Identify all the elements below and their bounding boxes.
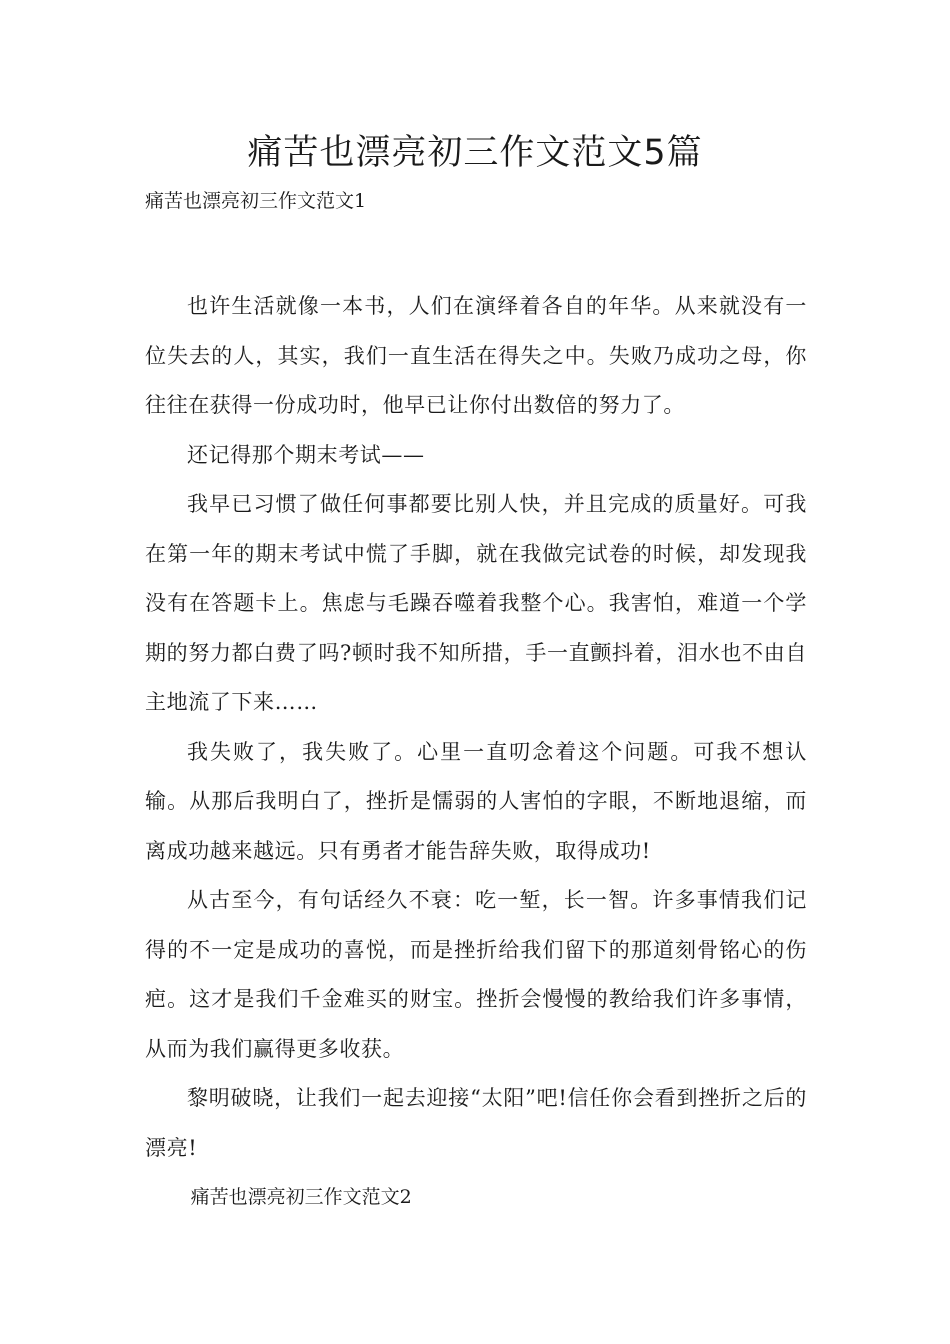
- paragraph-3: 我早已习惯了做任何事都要比别人快，并且完成的质量好。可我在第一年的期末考试中慌了手脚，就在我做完试卷的时候，却发现我没有在答题卡上。焦虑与毛躁吞噬着我整个心。我害怕，难道一个学期的努力都白费了吗?顿时我不知所措，手一直颤抖着，泪水也不由自主地流了下来……: [145, 492, 807, 714]
- paragraph-6: 黎明破晓，让我们一起去迎接“太阳”吧!信任你会看到挫折之后的漂亮!: [145, 1086, 807, 1160]
- document-title: 痛苦也漂亮初三作文范文5篇: [247, 133, 703, 173]
- paragraph-4: 我失败了，我失败了。心里一直叨念着这个问题。可我不想认输。从那后我明白了，挫折是懦弱的人害怕的字眼，不断地退缩，而离成功越来越远。只有勇者才能告辞失败，取得成功!: [145, 739, 807, 863]
- essay-subtitle: 痛苦也漂亮初三作文范文1: [145, 190, 367, 212]
- essay-body: [145, 282, 807, 1223]
- paragraph-5: 从古至今，有句话经久不衰：吃一堑，长一智。许多事情我们记得的不一定是成功的喜悦，而是挫折给我们留下的那道刻骨铭心的伤疤。这才是我们千金难买的财宝。挫折会慢慢的教给我们许多事情，从而为我们赢得更多收获。: [145, 888, 807, 1061]
- paragraph-2: 还记得那个期末考试——: [187, 442, 425, 467]
- section-heading-essay-2: 痛苦也漂亮初三作文范文2: [190, 1186, 412, 1208]
- paragraph-1: 也许生活就像一本书，人们在演绎着各自的年华。从来就没有一位失去的人，其实，我们一直生活在得失之中。失败乃成功之母，你往往在获得一份成功时，他早已让你付出数倍的努力了。: [145, 294, 807, 417]
